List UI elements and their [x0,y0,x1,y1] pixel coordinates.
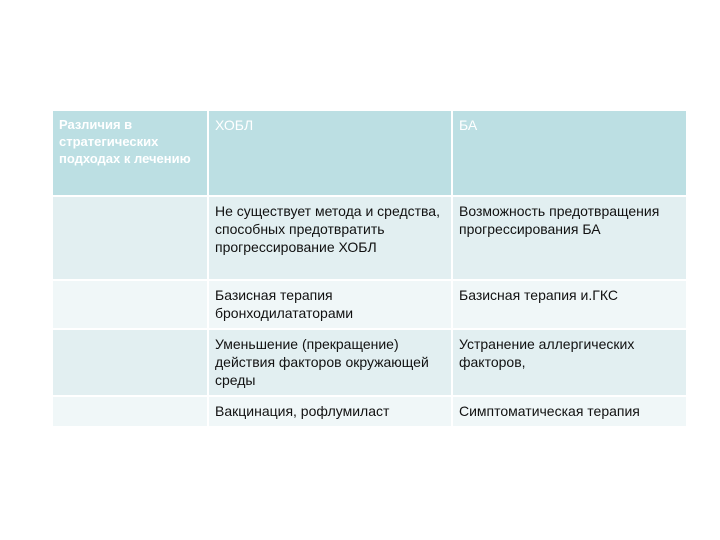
table-row [53,395,686,426]
row-label-cell [53,395,207,426]
header-cell-copd: ХОБЛ [207,111,451,195]
asthma-cell: Возможность предотвращения прогрессирования БА [451,195,686,279]
copd-cell: Базисная терапия бронходилататорами [207,279,451,328]
comparison-table [53,111,686,426]
copd-cell: Уменьшение (прекращение) действия факторов окружающей среды [207,328,451,395]
header-cell-asthma: БА [451,111,686,195]
table-row [53,328,686,395]
table-row [53,195,686,279]
row-label-cell [53,279,207,328]
asthma-cell: Устранение аллергических факторов, [451,328,686,395]
table-header-row [53,111,686,195]
header-cell-differences: Различия в стратегических подходах к лечению [53,111,207,195]
copd-cell: Вакцинация, рофлумиласт [207,395,451,426]
asthma-cell: Симптоматическая терапия [451,395,686,426]
table-row [53,279,686,328]
copd-cell: Не существует метода и средства, способных предотвратить прогрессирование ХОБЛ [207,195,451,279]
row-label-cell [53,328,207,395]
row-label-cell [53,195,207,279]
asthma-cell: Базисная терапия и.ГКС [451,279,686,328]
